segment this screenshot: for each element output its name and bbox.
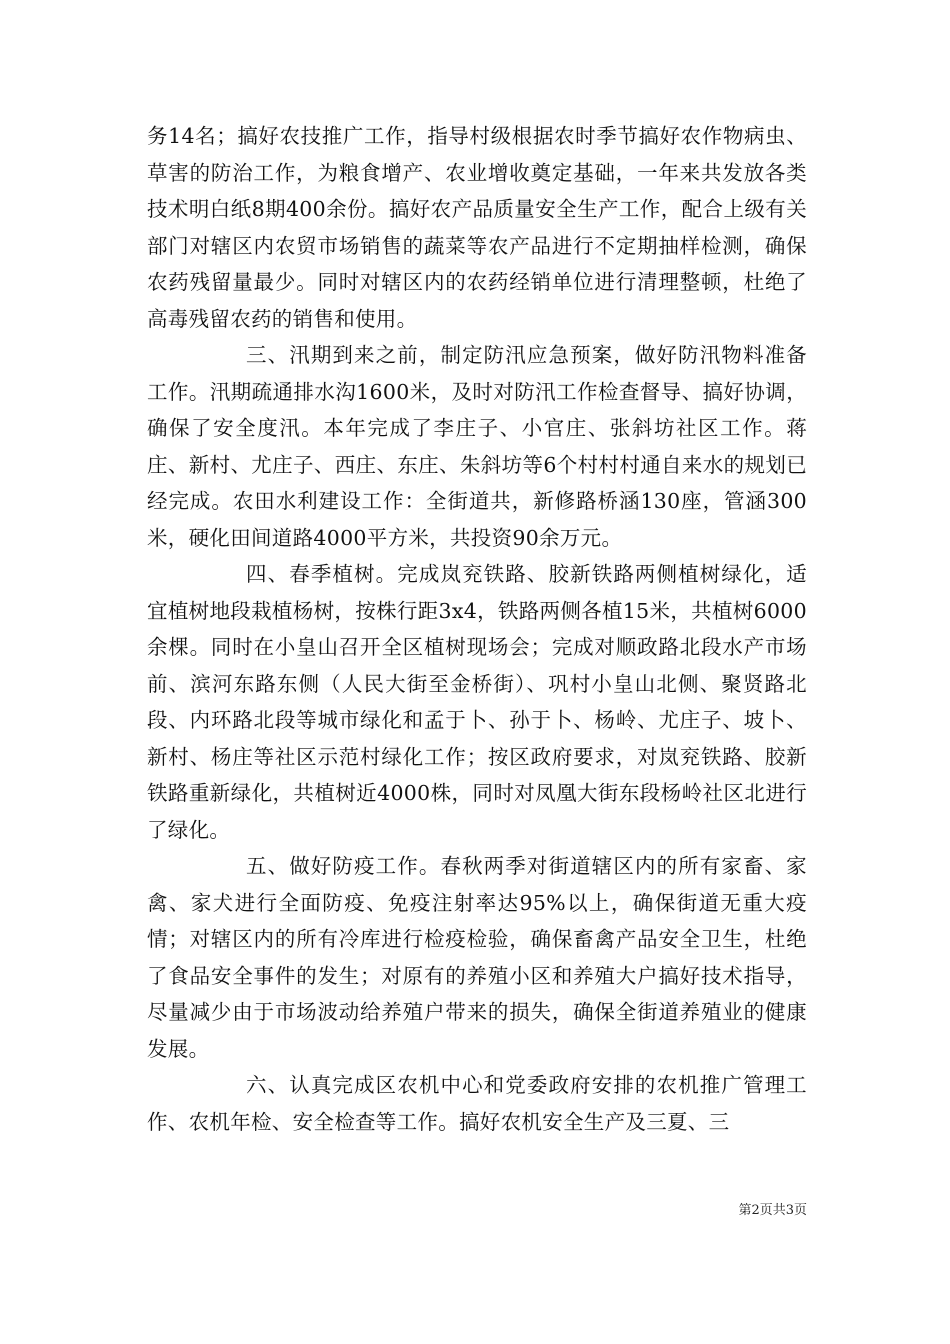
page-number-footer: 第2页共3页 — [738, 1203, 807, 1218]
paragraph-agricultural-machinery: 六、认真完成区农机中心和党委政府安排的农机推广管理工作、农机年检、安全检查等工作。搞好农机安全生产及三夏、三 — [147, 1073, 807, 1134]
paragraph-epidemic-prevention: 五、做好防疫工作。春秋两季对街道辖区内的所有家畜、家禽、家犬进行全面防疫、免疫注射率达95%以上，确保街道无重大疫情；对辖区内的所有冷库进行检疫检验，确保畜禽产品安全卫生，杜绝了食品安全事件的发生；对原有的养殖小区和养殖大户搞好技术指导，尽量减少由于市场波动给养殖户带来的损失，确保全街道养殖业的健康发展。 — [147, 854, 807, 1061]
paragraph-flood-control: 三、汛期到来之前，制定防汛应急预案，做好防汛物料准备工作。汛期疏通排水沟1600米，及时对防汛工作检查督导、搞好协调，确保了安全度汛。本年完成了李庄子、小官庄、张斜坊社区工作。蒋庄、新村、尤庄子、西庄、东庄、朱斜坊等6个村村村通自来水的规划已经完成。农田水利建设工作：全街道共，新修路桥涵130座，管涵300米，硬化田间道路4000平方米，共投资90余万元。 — [147, 343, 807, 550]
document-body — [147, 118, 807, 1140]
paragraph-tree-planting: 四、春季植树。完成岚兖铁路、胶新铁路两侧植树绿化，适宜植树地段栽植杨树，按株行距3x4，铁路两侧各植15米，共植树6000余棵。同时在小皇山召开全区植树现场会；完成对顺政路北段水产市场前、滨河东路东侧（人民大街至金桥街）、巩村小皇山北侧、聚贤路北段、内环路北段等城市绿化和孟于卜、孙于卜、杨岭、尤庄子、坡卜、新村、杨庄等社区示范村绿化工作；按区政府要求，对岚兖铁路、胶新铁路重新绿化，共植树近4000株，同时对凤凰大街东段杨岭社区北进行了绿化。 — [147, 562, 807, 842]
paragraph-continuation: 务14名；搞好农技推广工作，指导村级根据农时季节搞好农作物病虫、草害的防治工作，为粮食增产、农业增收奠定基础，一年来共发放各类技术明白纸8期400余份。搞好农产品质量安全生产工作，配合上级有关部门对辖区内农贸市场销售的蔬菜等农产品进行不定期抽样检测，确保农药残留量最少。同时对辖区内的农药经销单位进行清理整顿，杜绝了高毒残留农药的销售和使用。 — [147, 124, 807, 331]
